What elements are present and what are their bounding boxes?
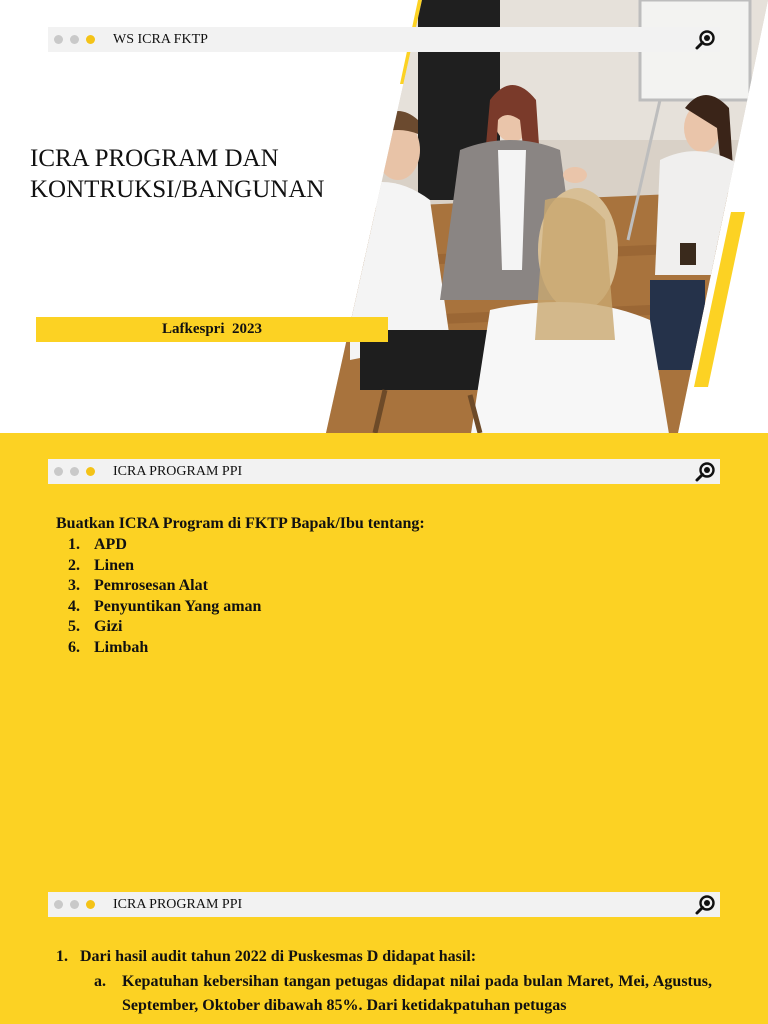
title-line: ICRA PROGRAM DAN (30, 145, 279, 172)
search-icon[interactable] (694, 461, 716, 483)
list-item (68, 576, 261, 597)
item-label: Gizi (94, 618, 123, 635)
item-number: 5. (68, 618, 80, 635)
slide-header-bar (48, 459, 720, 484)
question-text: Dari hasil audit tahun 2022 di Puskesmas D didapat hasil: (80, 948, 477, 965)
header-title: ICRA PROGRAM PPI (113, 896, 243, 912)
dot-icon (70, 467, 79, 476)
slide-case-study (0, 866, 768, 1024)
search-icon[interactable] (694, 29, 716, 51)
sub-item-letter: a. (94, 973, 106, 990)
slide-header-bar (48, 27, 720, 52)
item-number: 4. (68, 597, 80, 615)
dot-icon (54, 35, 63, 44)
question-number: 1. (56, 948, 68, 965)
subtitle-band (36, 317, 388, 342)
item-number: 3. (68, 577, 80, 594)
instruction-text: Buatkan ICRA Program di FKTP Bapak/Ibu tentang: (56, 515, 425, 532)
dot-icon (70, 35, 79, 44)
presentation-title (30, 143, 360, 205)
slide-title (0, 0, 768, 433)
item-label: APD (94, 536, 127, 553)
list-item (68, 535, 261, 556)
dot-icon (70, 900, 79, 909)
item-label: Penyuntikan Yang aman (94, 597, 262, 615)
item-label: Pemrosesan Alat (94, 577, 208, 594)
item-label: Limbah (94, 638, 149, 656)
header-title: WS ICRA FKTP (113, 31, 208, 47)
item-label: Linen (94, 556, 135, 574)
topic-list (68, 535, 261, 658)
list-item (68, 638, 261, 659)
dot-active-icon (86, 900, 95, 909)
list-item (68, 556, 261, 577)
sub-item-text: Kepatuhan kebersihan tangan petugas didapat nilai pada bulan Maret, Mei, Agustus, September, Oktober dibawah 85%. Dari ketidakpatuhan petugas (122, 973, 712, 1014)
window-dots (54, 35, 95, 44)
dot-icon (54, 900, 63, 909)
dot-icon (54, 467, 63, 476)
list-item (68, 617, 261, 638)
header-title: ICRA PROGRAM PPI (113, 463, 243, 479)
dot-active-icon (86, 467, 95, 476)
slide-header-bar (48, 892, 720, 917)
slide-program-list (0, 433, 768, 866)
item-number: 6. (68, 638, 80, 656)
item-number: 1. (68, 536, 80, 553)
dot-active-icon (86, 35, 95, 44)
question-item (56, 948, 712, 966)
sub-item (94, 970, 712, 1018)
item-number: 2. (68, 556, 80, 574)
window-dots (54, 467, 95, 476)
title-line: KONTRUKSI/BANGUNAN (30, 176, 325, 203)
list-item (68, 597, 261, 618)
window-dots (54, 900, 95, 909)
search-icon[interactable] (694, 894, 716, 916)
workshop-photo (0, 0, 768, 433)
subtitle: Lafkespri 2023 (161, 321, 262, 337)
